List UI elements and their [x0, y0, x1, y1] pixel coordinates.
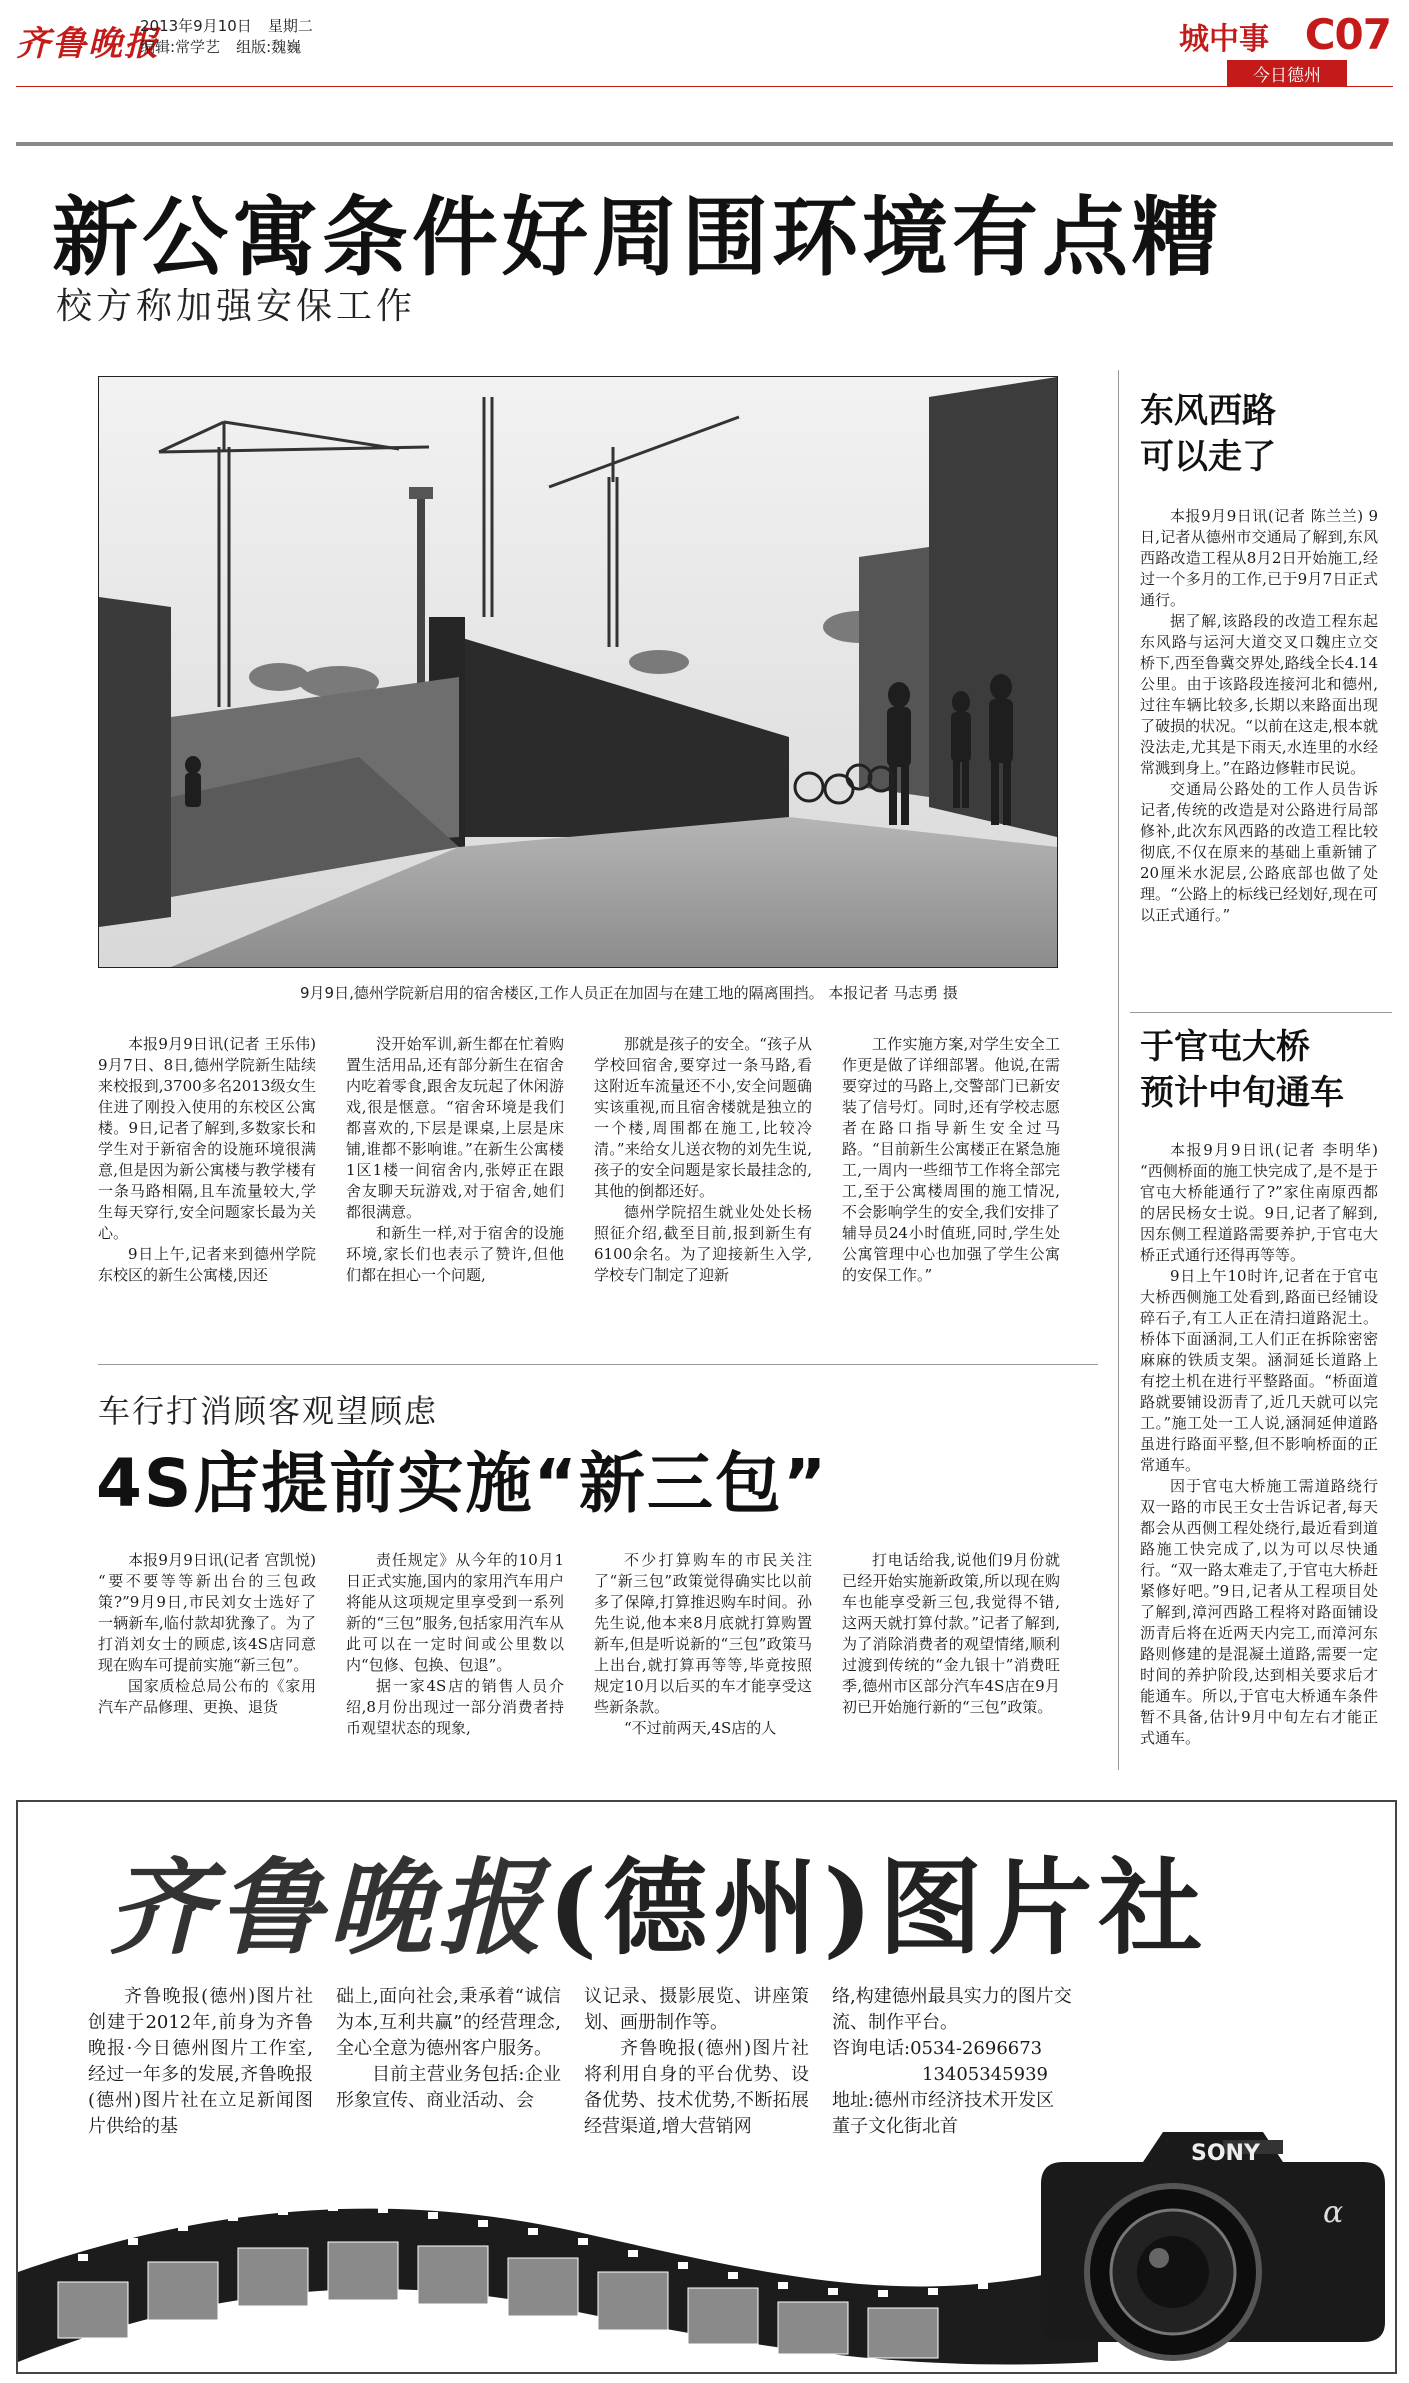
side1-headline-line2: 可以走了 — [1140, 437, 1276, 477]
side2-article — [1140, 1140, 1378, 1749]
main-article-col4 — [842, 1034, 1060, 1286]
side2-para2: 9日上午10时许,记者在于官屯大桥西侧施工处看到,路面已经铺设碎石子,有工人正在清扫道路泥土。桥体下面涵洞,工人们正在拆除密密麻麻的铁质支架。涵洞延长道路上有挖土机在进行平整路面。“桥面道路就要铺设沥青了,近几天就可以完工。”施工处一工人说,涵洞延伸道路虽进行路面平整,但不影响桥面的正常通车。 — [1140, 1267, 1378, 1474]
side2-para1: 本报9月9日讯(记者 李明华) “西侧桥面的施工快完成了,是不是于官屯大桥能通行了?”家住南原西都的居民杨女士说。9日,记者了解到,因东侧工程道路需要养护,于官屯大桥正式通行还得再等等。 — [1140, 1141, 1378, 1264]
side1-para2: 据了解,该路段的改造工程东起东风路与运河大道交叉口魏庄立交桥下,西至鲁冀交界处,路线全长4.14公里。由于该路段连接河北和德州,过往车辆比较多,长期以来路面出现了破损的状况。“以前在这走,根本就没法走,尤其是下雨天,水连里的水经常溅到身上。”在路边修鞋市民说。 — [1140, 612, 1378, 777]
side2-headline — [1140, 1024, 1344, 1116]
second-col1-para1: 本报9月9日讯(记者 宫凯悦) “要不要等等新出台的三包政策?”9月9日,市民刘女士选好了一辆新车,临付款却犹豫了。为了打消刘女士的顾虑,该4S店同意现在购车可提前实施“新三包”。 — [98, 1551, 316, 1674]
ad-col2 — [336, 1984, 561, 2114]
side2-headline-line2: 预计中旬通车 — [1140, 1073, 1344, 1113]
issue-meta — [140, 16, 329, 58]
main-col3-para2: 德州学院招生就业处处长杨照征介绍,截至目前,报到新生有6100余名。为了迎接新生入学,学校专门制定了迎新 — [594, 1203, 812, 1284]
camera-mark: α — [1323, 2195, 1344, 2230]
second-kicker: 车行打消顾客观望顾虑 — [98, 1392, 439, 1430]
second-col1-para2: 国家质检总局公布的《家用汽车产品修理、更换、退货 — [98, 1677, 316, 1716]
ad-title-brand: 齐鲁晚报 — [108, 1846, 549, 1969]
column-divider — [1118, 370, 1119, 1770]
main-col1-para1: 本报9月9日讯(记者 王乐伟) 9月7日、8日,德州学院新生陆续来校报到,3700多名2013级女生住进了刚投入使用的东校区公寓楼。9日,记者了解到,多数家长和学生对于新宿舍的设施环境很满意,但是因为新公寓楼与教学楼有一条马路相隔,且车流量较大,学生每天穿行,安全问题家长最为关心。 — [98, 1035, 316, 1242]
ad-title — [108, 1824, 1208, 1974]
main-col1-para2: 9日上午,记者来到德州学院东校区的新生公寓楼,因还 — [98, 1245, 316, 1284]
second-col2-para2: 据一家4S店的销售人员介绍,8月份出现过一部分消费者持币观望状态的现象, — [346, 1677, 564, 1737]
ad-col2-para2: 目前主营业务包括:企业形象宣传、商业活动、会 — [336, 2064, 561, 2111]
photo-agency-ad — [16, 1800, 1397, 2374]
second-article-col3 — [594, 1550, 812, 1739]
main-col2-para2: 和新生一样,对于宿舍的设施环境,家长们也表示了赞许,但他们都在担心一个问题, — [346, 1224, 564, 1284]
story-divider — [98, 1364, 1098, 1365]
ad-col1-para: 齐鲁晚报(德州)图片社创建于2012年,前身为齐鲁晚报·今日德州图片工作室,经过一年多的发展,齐鲁晚报(德州)图片社在立足新闻图片供给的基 — [88, 1986, 313, 2137]
issue-weekday: 星期二 — [267, 17, 313, 35]
ad-col3-para2: 齐鲁晚报(德州)图片社将利用自身的平台优势、设备优势、技术优势,不断拓展经营渠道,增大营销网 — [584, 2038, 809, 2137]
layout-credit: 组版:魏巍 — [236, 38, 302, 56]
ad-phone-2: 13405345939 — [922, 2064, 1048, 2085]
second-col2-para1: 责任规定》从今年的10月1日正式实施,国内的家用汽车用户将能从这项规定里享受到一系列新的“三包”服务,包括家用汽车从此可以在一定时间或公里数以内“包修、包换、包退”。 — [346, 1551, 564, 1674]
photo-caption: 9月9日,德州学院新启用的宿舍楼区,工作人员正在加固与在建工地的隔离围挡。 本报记者 马志勇 摄 — [300, 984, 958, 1002]
ad-phone-row — [832, 2036, 1072, 2062]
main-subhead: 校方称加强安保工作 — [56, 286, 417, 327]
ad-address: 地址:德州市经济技术开发区董子文化街北首 — [832, 2090, 1055, 2137]
ad-col3 — [584, 1984, 809, 2140]
main-col3-para1: 那就是孩子的安全。“孩子从学校回宿舍,要穿过一条马路,看这附近车流量还不小,安全问题确实该重视,而且宿舍楼就是独立的一个楼,周围都在施工,比较冷清。”来给女儿送衣物的刘先生说,孩子的安全问题是家长最挂念的,其他的倒都还好。 — [594, 1035, 812, 1200]
ad-phone-label: 咨询电话: — [832, 2038, 911, 2059]
main-col2-para1: 没开始军训,新生都在忙着购置生活用品,还有部分新生在宿舍内吃着零食,跟舍友玩起了休闲游戏,很是惬意。“宿舍环境是我们都喜欢的,下层是课桌,上层是床铺,谁都不影响谁。”在新生公寓楼1区1楼一间宿舍内,张婷正在跟舍友聊天玩游戏,对于宿舍,她们都很满意。 — [346, 1035, 564, 1221]
main-headline: 新公寓条件好周围环境有点糟 — [52, 188, 1222, 288]
second-headline: 4S店提前实施“新三包” — [96, 1445, 829, 1522]
main-article-col2 — [346, 1034, 564, 1286]
second-col3-para1: 不少打算购车的市民关注了“新三包”政策觉得确实比以前多了保障,打算推迟购车时间。孙先生说,他本来8月底就打算购置新车,但是听说新的“三包”政策马上出台,就打算再等等,毕竟按照规定10月以后买的车才能享受这些新条款。 — [594, 1551, 812, 1716]
second-article-col2 — [346, 1550, 564, 1739]
issue-date: 2013年9月10日 — [140, 17, 252, 35]
ad-col3-para1: 议记录、摄影展览、讲座策划、画册制作等。 — [584, 1986, 809, 2033]
side2-para3: 因于官屯大桥施工需道路绕行双一路的市民王女士告诉记者,每天都会从西侧工程处绕行,最近看到道路施工快完成了,以为可以尽快通行。“双一路太难走了,于官屯大桥赶紧修好吧。”9日,记者从工程项目处了解到,漳河西路工程将对路面铺设沥青后将在近两天内完工,而漳河东路则修建的是混凝土道路,需要一定时间的养护阶段,达到相关要求后才能通车。所以,于官屯大桥通车条件暂不具备,估计9月中旬左右才能正式通车。 — [1140, 1477, 1378, 1747]
editor-credit: 编辑:常学艺 — [140, 38, 221, 56]
ad-phone-1: 0534-2696673 — [910, 2038, 1043, 2059]
header-rule — [16, 86, 1393, 87]
side2-headline-line1: 于官屯大桥 — [1140, 1027, 1310, 1067]
ad-col1 — [88, 1984, 313, 2140]
side1-para1: 本报9月9日讯(记者 陈兰兰) 9日,记者从德州市交通局了解到,东风西路改造工程从8月2日开始施工,经过一个多月的工作,已于9月7日正式通行。 — [1140, 507, 1378, 609]
main-col4-para1: 工作实施方案,对学生安全工作更是做了详细部署。他说,在需要穿过的马路上,交警部门已新安装了信号灯。同时,还有学校志愿者在路口指导新生安全过马路。“目前新生公寓楼正在紧急施工,一周内一些细节工作将全部完工,至于公寓楼周围的施工情况,不会影响学生的安全,我们安排了辅导员24小时值班,同时,学生处公寓管理中心也加强了学生公寓的安保工作。” — [842, 1035, 1060, 1284]
camera-icon — [1023, 2092, 1395, 2370]
construction-site-illustration — [99, 377, 1057, 967]
edition-label: 今日德州 — [1227, 60, 1347, 87]
side1-para3: 交通局公路处的工作人员告诉记者,传统的改造是对公路进行局部修补,此次东风西路的改造工程比较彻底,不仅在原来的基础上重新铺了20厘米水泥层,公路底部也做了处理。“公路上的标线已经划好,现在可以正式通行。” — [1140, 780, 1378, 924]
second-col4-para1: 打电话给我,说他们9月份就已经开始实施新政策,所以现在购车也能享受新三包,我觉得不错,这两天就打算付款。”记者了解到,为了消除消费者的观望情绪,顺利过渡到传统的“金九银十”消费旺季,德州市区部分汽车4S店在9月初已开始施行新的“三包”政策。 — [842, 1551, 1060, 1716]
side1-headline — [1140, 388, 1276, 480]
second-article-col1 — [98, 1550, 316, 1718]
side1-article — [1140, 506, 1378, 926]
main-article-col1 — [98, 1034, 316, 1286]
news-photo — [98, 376, 1058, 968]
page-number: C07 — [1304, 10, 1391, 59]
section-title: 城中事 — [1179, 22, 1269, 57]
second-col3-para2: “不过前两天,4S店的人 — [624, 1719, 777, 1737]
main-article-col3 — [594, 1034, 812, 1286]
header-band — [16, 142, 1393, 146]
side-divider — [1130, 1012, 1392, 1013]
side1-headline-line1: 东风西路 — [1140, 391, 1276, 431]
camera-brand: SONY — [1191, 2141, 1260, 2166]
ad-col4-para: 络,构建德州最具实力的图片交流、制作平台。 — [832, 1986, 1072, 2033]
newspaper-logo: 齐鲁晚报 — [16, 24, 160, 64]
ad-col2-para1: 础上,面向社会,秉承着“诚信为本,互利共赢”的经营理念,全心全意为德州客户服务。 — [336, 1986, 561, 2059]
ad-title-rest: (德州)图片社 — [548, 1846, 1209, 1969]
second-article-col4 — [842, 1550, 1060, 1718]
